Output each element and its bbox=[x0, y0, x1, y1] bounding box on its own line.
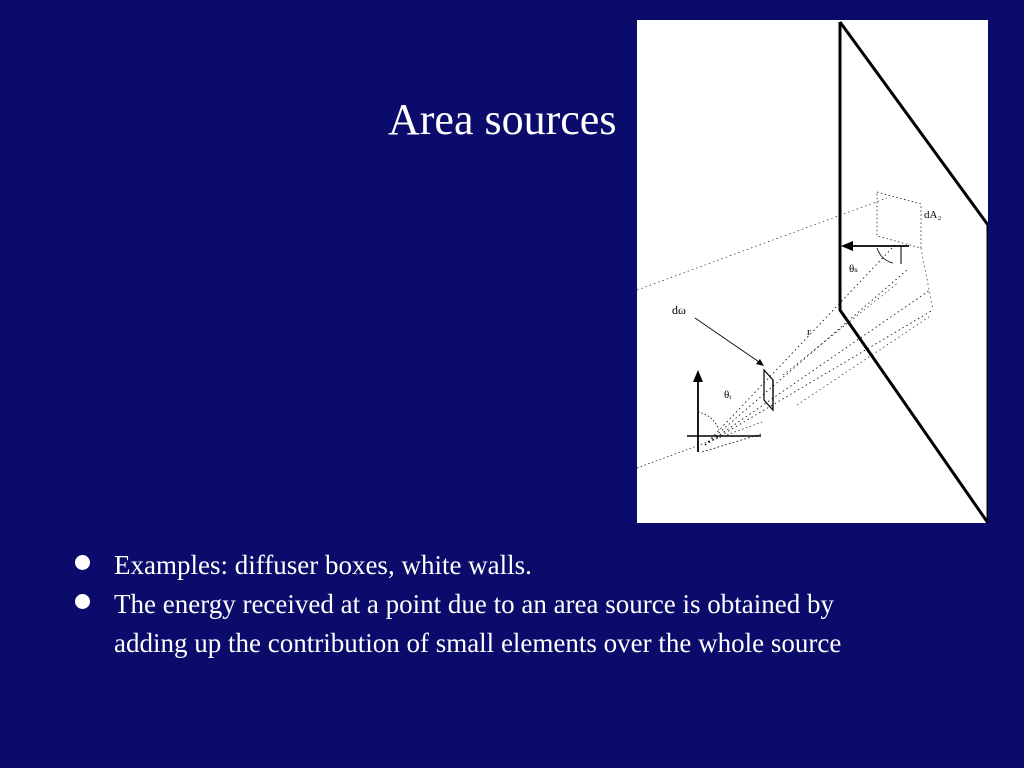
solid-angle-patch bbox=[764, 370, 773, 410]
bullet-text: The energy received at a point due to an area source is obtained by adding up the contribution of small elements over the whole source bbox=[114, 589, 842, 658]
label-theta-i: θᵢ bbox=[724, 389, 732, 401]
bullet-text: Examples: diffuser boxes, white walls. bbox=[114, 550, 532, 580]
dotted-edge-2 bbox=[797, 315, 932, 405]
label-r: r bbox=[807, 326, 811, 338]
slide-title: Area sources bbox=[388, 95, 617, 144]
cone-line-4 bbox=[705, 290, 930, 445]
cone-line-1 bbox=[705, 270, 907, 445]
source-patch bbox=[877, 192, 921, 248]
bullet-list bbox=[74, 546, 874, 663]
area-source-diagram bbox=[637, 20, 988, 523]
label-dA2: dA₂ bbox=[924, 209, 942, 221]
source-patch-extension bbox=[921, 248, 933, 310]
domega-leader bbox=[695, 318, 762, 364]
domega-leader-arrowhead bbox=[756, 359, 764, 366]
cone-line-3 bbox=[705, 245, 895, 445]
label-d-omega: dω bbox=[672, 303, 686, 317]
diagram-svg bbox=[637, 20, 988, 523]
receiver-normal-arrowhead bbox=[693, 370, 703, 382]
bullet-item bbox=[74, 585, 874, 663]
bullet-dot-icon bbox=[75, 594, 90, 609]
bullet-item bbox=[74, 546, 874, 585]
label-theta-s: θₛ bbox=[849, 263, 858, 275]
source-plane bbox=[840, 22, 988, 523]
ground-line bbox=[637, 422, 762, 468]
receiver-angle-arc bbox=[698, 412, 719, 430]
surface-hatch bbox=[702, 434, 761, 452]
cone-line-2 bbox=[705, 310, 933, 445]
bullet-dot-icon bbox=[75, 555, 90, 570]
source-normal-arrowhead bbox=[841, 241, 853, 251]
